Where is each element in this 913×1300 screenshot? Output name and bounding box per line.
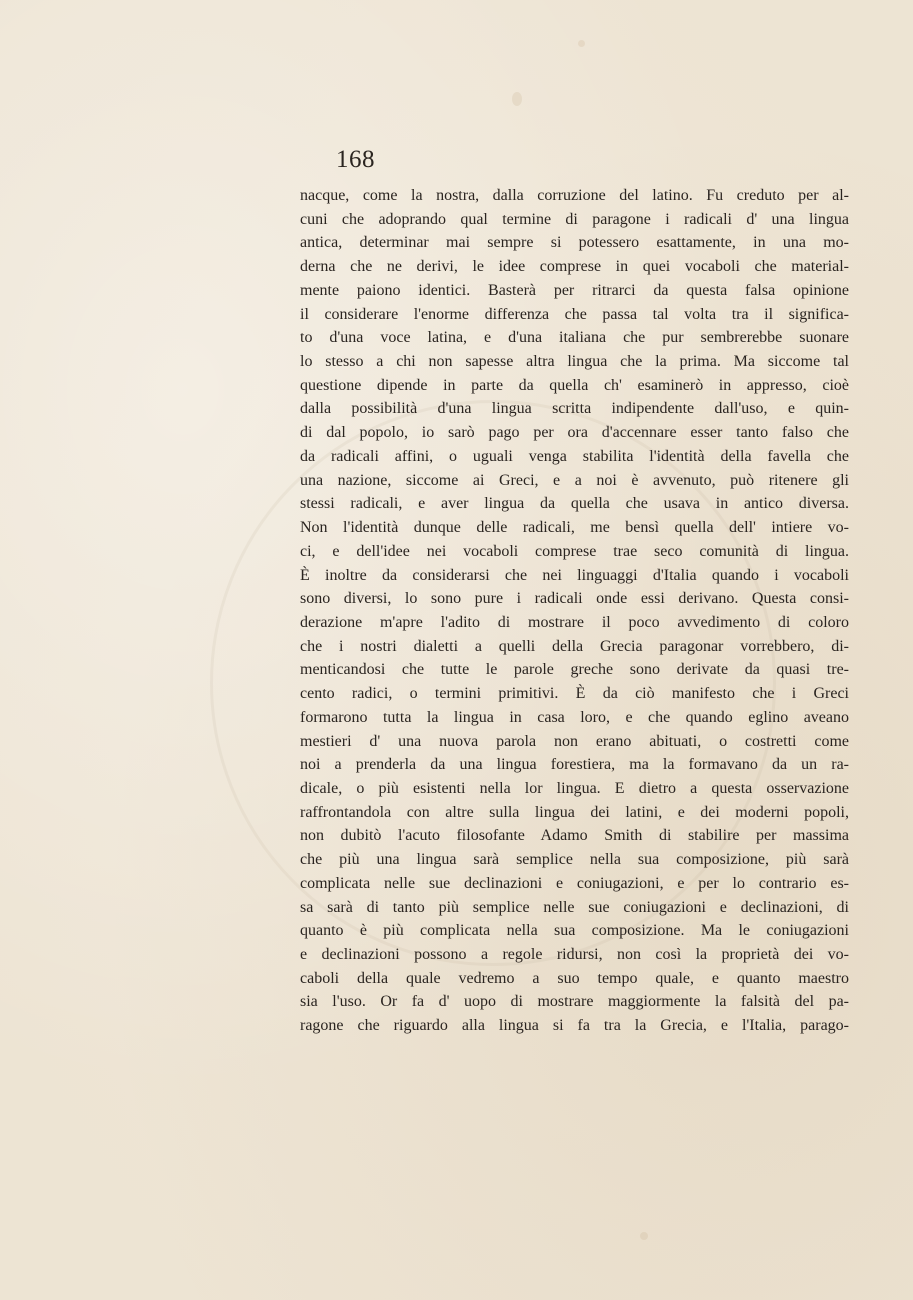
page-number: 168 (336, 146, 375, 173)
text-line: stessi radicali, e aver lingua da quella che usava in antico diversa. (300, 495, 849, 513)
foxing-spot (578, 40, 585, 47)
body-text (300, 184, 849, 1038)
text-line: ci, e dell'idee nei vocaboli comprese trae seco comunità di lingua. (300, 542, 849, 560)
text-line: quanto è più complicata nella sua composizione. Ma le coniugazioni (300, 922, 849, 940)
text-line: che i nostri dialetti a quelli della Grecia paragonar vorrebbero, di- (300, 637, 849, 655)
text-line: sia l'uso. Or fa d' uopo di mostrare maggiormente la falsità del pa- (300, 993, 849, 1011)
text-line: di dal popolo, io sarò pago per ora d'accennare esser tanto falso che (300, 424, 849, 442)
text-line: to d'una voce latina, e d'una italiana che pur sembrerebbe suonare (300, 329, 849, 347)
text-line: complicata nelle sue declinazioni e coniugazioni, e per lo contrario es- (300, 874, 849, 892)
foxing-spot (640, 1232, 648, 1240)
text-line: Non l'identità dunque delle radicali, me bensì quella dell' intiere vo- (300, 519, 849, 537)
text-line: sa sarà di tanto più semplice nelle sue coniugazioni e declinazioni, di (300, 898, 849, 916)
text-line: È inoltre da considerarsi che nei linguaggi d'Italia quando i vocaboli (300, 566, 849, 584)
text-line: da radicali affini, o uguali venga stabilita l'identità della favella che (300, 447, 849, 465)
text-line: una nazione, siccome ai Greci, e a noi è avvenuto, può ritenere gli (300, 471, 849, 489)
text-line: derna che ne derivi, le idee comprese in quei vocaboli che material- (300, 258, 849, 276)
text-line: mente paiono identici. Basterà per ritrarci da questa falsa opinione (300, 281, 849, 299)
text-line: ragone che riguardo alla lingua si fa tra la Grecia, e l'Italia, parago- (300, 1017, 849, 1035)
text-line: raffrontandola con altre sulla lingua dei latini, e dei moderni popoli, (300, 803, 849, 821)
foxing-spot (512, 92, 522, 106)
text-line: non dubitò l'acuto filosofante Adamo Smith di stabilire per massima (300, 827, 849, 845)
text-line: il considerare l'enorme differenza che passa tal volta tra il significa- (300, 305, 849, 323)
text-line: antica, determinar mai sempre si potessero esattamente, in una mo- (300, 234, 849, 252)
text-line: mestieri d' una nuova parola non erano abituati, o costretti come (300, 732, 849, 750)
text-line: cento radici, o termini primitivi. È da ciò manifesto che i Greci (300, 685, 849, 703)
text-line: menticandosi che tutte le parole greche sono derivate da quasi tre- (300, 661, 849, 679)
text-line: caboli della quale vedremo a suo tempo quale, e quanto maestro (300, 969, 849, 987)
text-line: cuni che adoprando qual termine di paragone i radicali d' una lingua (300, 210, 849, 228)
text-line: nacque, come la nostra, dalla corruzione del latino. Fu creduto per al- (300, 187, 849, 204)
text-line: dalla possibilità d'una lingua scritta indipendente dall'uso, e quin- (300, 400, 849, 418)
text-line: e declinazioni possono a regole ridursi, non così la proprietà dei vo- (300, 946, 849, 963)
text-line: derazione m'apre l'adito di mostrare il poco avvedimento di coloro (300, 613, 849, 631)
text-line: lo stesso a chi non sapesse altra lingua che la prima. Ma siccome tal (300, 353, 849, 371)
text-line: dicale, o più esistenti nella lor lingua. E dietro a questa osservazione (300, 779, 849, 797)
text-line: che più una lingua sarà semplice nella sua composizione, più sarà (300, 851, 849, 869)
text-line: sono diversi, lo sono pure i radicali onde essi derivano. Questa consi- (300, 590, 849, 608)
text-line: noi a prenderla da una lingua forestiera, ma la formavano da un ra- (300, 756, 849, 774)
text-line: formarono tutta la lingua in casa loro, e che quando eglino aveano (300, 708, 849, 726)
text-line: questione dipende in parte da quella ch' esaminerò in appresso, cioè (300, 376, 849, 394)
